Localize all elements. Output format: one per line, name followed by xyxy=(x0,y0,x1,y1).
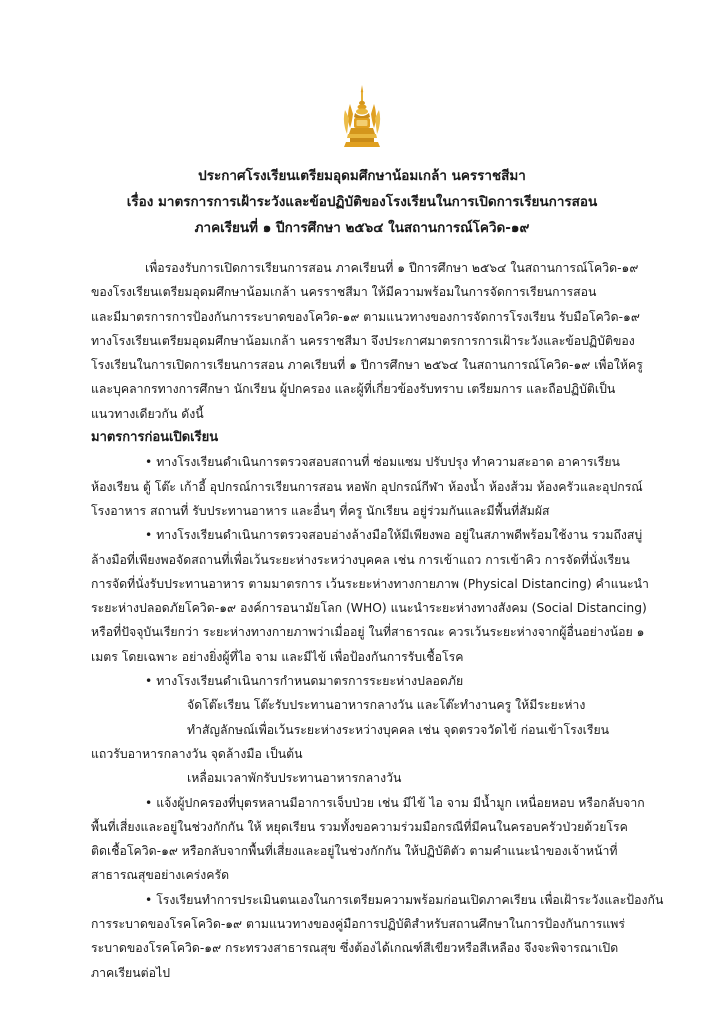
bullet: • xyxy=(145,455,153,470)
item-text: ภาคเรียนต่อไป xyxy=(91,965,171,980)
title-line-3: ภาคเรียนที่ ๑ ปีการศึกษา ๒๕๖๔ ในสถานการณ์โควิด-๑๙ xyxy=(194,220,530,236)
item-text: พื้นที่เสี่ยงและอยู่ในช่วงกักกัน ให้ หยุดเรียน รวมทั้งขอความร่วมมือกรณีที่มีคนในครอบครัวป่วยด้วยโรค xyxy=(91,819,628,834)
measure-item-3 xyxy=(91,669,681,790)
item-text: แจ้งผู้ปกครองที่บุตรหลานมีอาการเจ็บป่วย เช่น มีไข้ ไอ จาม มีน้ำมูก เหนื่อยหอบ หรือกลับจาก xyxy=(156,795,645,810)
item-text: หรือที่ปัจจุบันเรียกว่า ระยะห่างทางกายภาพว่าเมื่ออยู่ ในที่สาธารณะ ควรเว้นระยะห่างจากผู้อื่นอย่างน้อย ๑ xyxy=(91,625,645,640)
item-text: เมตร โดยเฉพาะ อย่างยิ่งผู้ที่ไอ จาม และมีไข้ เพื่อป้องกันการรับเชื้อโรค xyxy=(91,649,464,664)
item-text: ห้องเรียน ตู้ โต๊ะ เก้าอี้ อุปกรณ์การเรียนการสอน หอพัก อุปกรณ์กีฬา ห้องน้ำ ห้องส้วม ห้องครัวและอุปกรณ์ xyxy=(91,479,643,494)
intro-line: และบุคลากรทางการศึกษา นักเรียน ผู้ปกครอง และผู้ที่เกี่ยวข้องรับทราบ เตรียมการ และถือปฏิบัติเป็น xyxy=(91,382,616,397)
item-text: การระบาดของโรคโควิด-๑๙ ตามแนวทางของคู่มือการปฏิบัติสำหรับสถานศึกษาในการป้องกันการแพร่ xyxy=(91,917,625,932)
item-text: ติดเชื้อโควิด-๑๙ หรือกลับจากพื้นที่เสี่ยงและอยู่ในช่วงกักกัน ให้ปฏิบัติตัว ตามคำแนะนำของเจ้าหน้าที่ xyxy=(91,844,618,859)
sub-item-text: จัดโต๊ะเรียน โต๊ะรับประทานอาหารกลางวัน และโต๊ะทำงานครู ให้มีระยะห่าง xyxy=(187,698,586,713)
item-text: ระยะห่างปลอดภัยโควิด-๑๙ องค์การอนามัยโลก (WHO) แนะนำระยะห่างทางสังคม (Social Distancing) xyxy=(91,601,647,616)
intro-line: ของโรงเรียนเตรียมอุดมศึกษาน้อมเกล้า นครราชสีมา ให้มีความพร้อมในการจัดการเรียนการสอน xyxy=(91,285,597,300)
item-text: ทางโรงเรียนดำเนินการกำหนดมาตรการระยะห่างปลอดภัย xyxy=(156,674,464,689)
intro-line: และมีมาตรการการป้องกันการระบาดของโควิด-๑๙ ตามแนวทางของการจัดการโรงเรียน รับมือโควิด-๑๙ xyxy=(91,309,640,324)
measure-item-1 xyxy=(91,450,681,523)
item-text: ระบาดของโรคโควิด-๑๙ กระทรวงสาธารณสุข ซึ่งต้องได้เกณฑ์สีเขียวหรือสีเหลือง จึงจะพิจารณาเปิด xyxy=(91,941,619,956)
bullet: • xyxy=(145,892,153,907)
bullet: • xyxy=(145,528,153,543)
title-line-1: ประกาศโรงเรียนเตรียมอุดมศึกษาน้อมเกล้า นครราชสีมา xyxy=(198,168,526,184)
bullet: • xyxy=(145,674,153,689)
section-heading: มาตรการก่อนเปิดเรียน xyxy=(91,430,219,446)
item-text: โรงอาหาร สถานที่ รับประทานอาหาร และอื่นๆ ที่ครู นักเรียน อยู่ร่วมกันและมีพื้นที่สัมผัส xyxy=(91,503,550,518)
bullet: • xyxy=(145,795,153,810)
intro-line: ทางโรงเรียนเตรียมอุดมศึกษาน้อมเกล้า นครราชสีมา จึงประกาศมาตรการการเฝ้าระวังและข้อปฏิบัติของ xyxy=(91,333,635,348)
item-text: ล้างมือที่เพียงพอจัดสถานที่เพื่อเว้นระยะห่างระหว่างบุคคล เช่น การเข้าแถว การเข้าคิว การจัดที่นั่งเรียน xyxy=(91,552,630,567)
title-line-2: เรื่อง มาตรการการเฝ้าระวังและข้อปฏิบัติของโรงเรียนในการเปิดการเรียนการสอน xyxy=(126,194,598,210)
intro-line: เพื่อรองรับการเปิดการเรียนการสอน ภาคเรียนที่ ๑ ปีการศึกษา ๒๕๖๔ ในสถานการณ์โควิด-๑๙ xyxy=(145,261,639,275)
intro-line: โรงเรียนในการเปิดการเรียนการสอน ภาคเรียนที่ ๑ ปีการศึกษา ๒๕๖๔ ในสถานการณ์โควิด-๑๙ เพื่อให้ครู xyxy=(91,358,643,373)
measure-item-5 xyxy=(91,888,681,985)
item-text: สาธารณสุขอย่างเคร่งครัด xyxy=(91,868,230,883)
announcement-body xyxy=(91,256,681,985)
sub-item-text: แถวรับอาหารกลางวัน จุดล้างมือ เป็นต้น xyxy=(91,746,303,761)
sub-item-text: เหลื่อมเวลาพักรับประทานอาหารกลางวัน xyxy=(187,771,402,786)
item-text: การจัดที่นั่งรับประทานอาหาร ตามมาตรการ เว้นระยะห่างทางกายภาพ (Physical Distancing) คำแนะนำ xyxy=(91,576,649,591)
measure-item-4 xyxy=(91,791,681,888)
item-text: โรงเรียนทำการประเมินตนเองในการเตรียมความพร้อมก่อนเปิดภาคเรียน เพื่อเฝ้าระวังและป้องกัน xyxy=(156,892,664,907)
announcement-title xyxy=(0,163,724,241)
sub-item-text: ทำสัญลักษณ์เพื่อเว้นระยะห่างระหว่างบุคคล เช่น จุดตรวจวัดไข้ ก่อนเข้าโรงเรียน xyxy=(187,722,610,737)
intro-paragraph xyxy=(91,256,681,426)
item-text: ทางโรงเรียนดำเนินการตรวจสอบสถานที่ ซ่อมแซม ปรับปรุง ทำความสะอาด อาคารเรียน xyxy=(156,455,620,470)
item-text: ทางโรงเรียนดำเนินการตรวจสอบอ่างล้างมือให้มีเพียงพอ อยู่ในสภาพดีพร้อมใช้งาน รวมถึงสบู่ xyxy=(156,528,643,543)
intro-line: แนวทางเดียวกัน ดังนี้ xyxy=(91,406,204,421)
school-emblem-icon xyxy=(340,84,384,148)
measure-item-2 xyxy=(91,523,681,669)
